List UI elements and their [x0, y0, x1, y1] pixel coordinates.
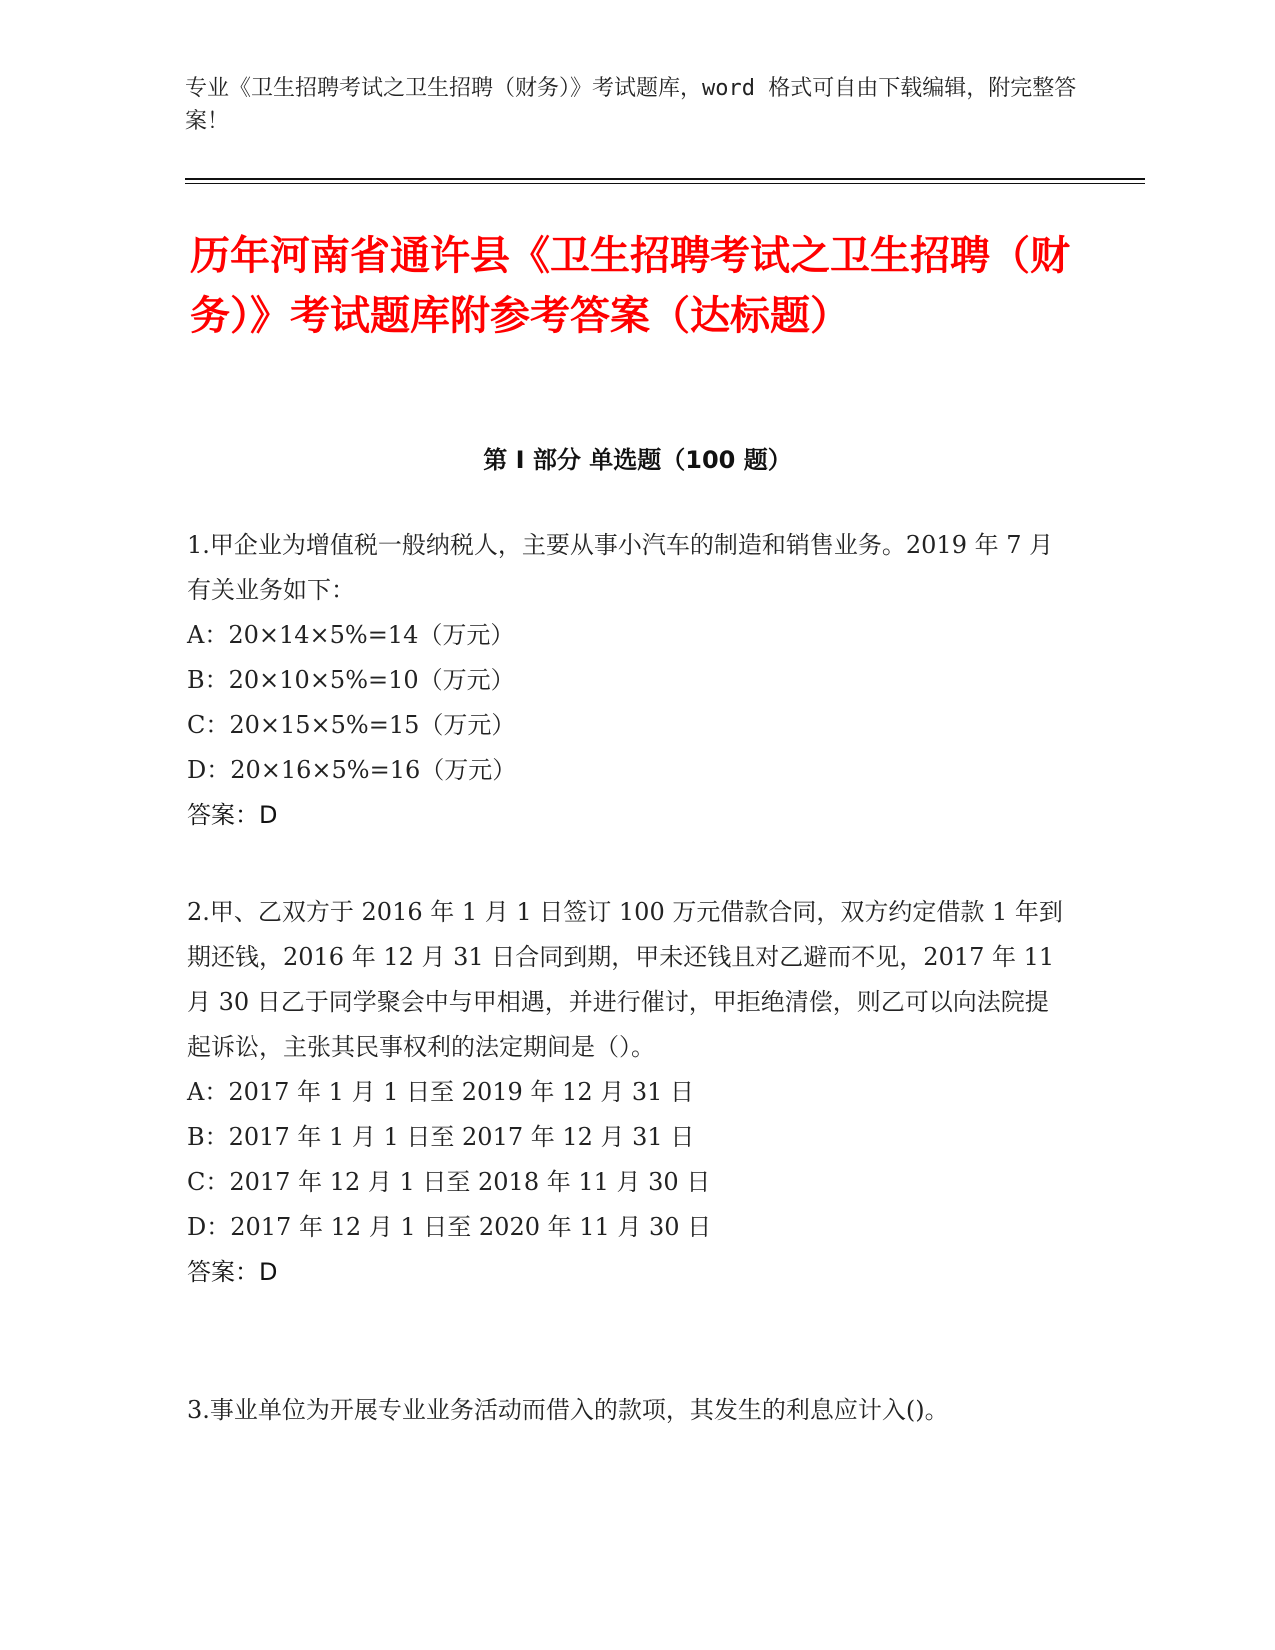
document-title: 历年河南省通许县《卫生招聘考试之卫生招聘（财务）》考试题库附参考答案（达标题）: [190, 233, 1070, 339]
question-text: 3.事业单位为开展专业业务活动而借入的款项，其发生的利息应计入()。: [187, 1396, 949, 1424]
question-2: [187, 890, 1067, 1295]
option-d: D：20×16×5%=16（万元）: [187, 756, 517, 784]
header-rule-thin: [185, 183, 1145, 184]
section-heading: 第 I 部分 单选题（100 题）: [483, 446, 792, 474]
option-c: C：20×15×5%=15（万元）: [187, 711, 516, 739]
question-1: [187, 523, 1067, 838]
question-3: [187, 1388, 1067, 1433]
answer: 答案：D: [187, 801, 278, 829]
header-note: 专业《卫生招聘考试之卫生招聘（财务）》考试题库，word 格式可自由下载编辑，附完整答案！: [185, 76, 1077, 134]
option-a: A：20×14×5%=14（万元）: [187, 621, 515, 649]
option-a: A：2017 年 1 月 1 日至 2019 年 12 月 31 日: [187, 1078, 695, 1106]
header-rule-thick: [185, 178, 1145, 180]
answer: 答案：D: [187, 1258, 278, 1286]
option-d: D：2017 年 12 月 1 日至 2020 年 11 月 30 日: [187, 1213, 712, 1241]
option-c: C：2017 年 12 月 1 日至 2018 年 11 月 30 日: [187, 1168, 711, 1196]
question-text: 1.甲企业为增值税一般纳税人，主要从事小汽车的制造和销售业务。2019 年 7 月有关业务如下：: [187, 531, 1054, 604]
question-text: 2.甲、乙双方于 2016 年 1 月 1 日签订 100 万元借款合同，双方约定借款 1 年到期还钱，2016 年 12 月 31 日合同到期，甲未还钱且对乙避而不见，2017 年 11 月 30 日乙于同学聚会中与甲相遇，并进行催讨，甲拒绝清偿，则乙可以向法院提起诉讼，主张其民事权利的法定期间是（）。: [187, 898, 1063, 1061]
option-b: B：20×10×5%=10（万元）: [187, 666, 515, 694]
option-b: B：2017 年 1 月 1 日至 2017 年 12 月 31 日: [187, 1123, 695, 1151]
